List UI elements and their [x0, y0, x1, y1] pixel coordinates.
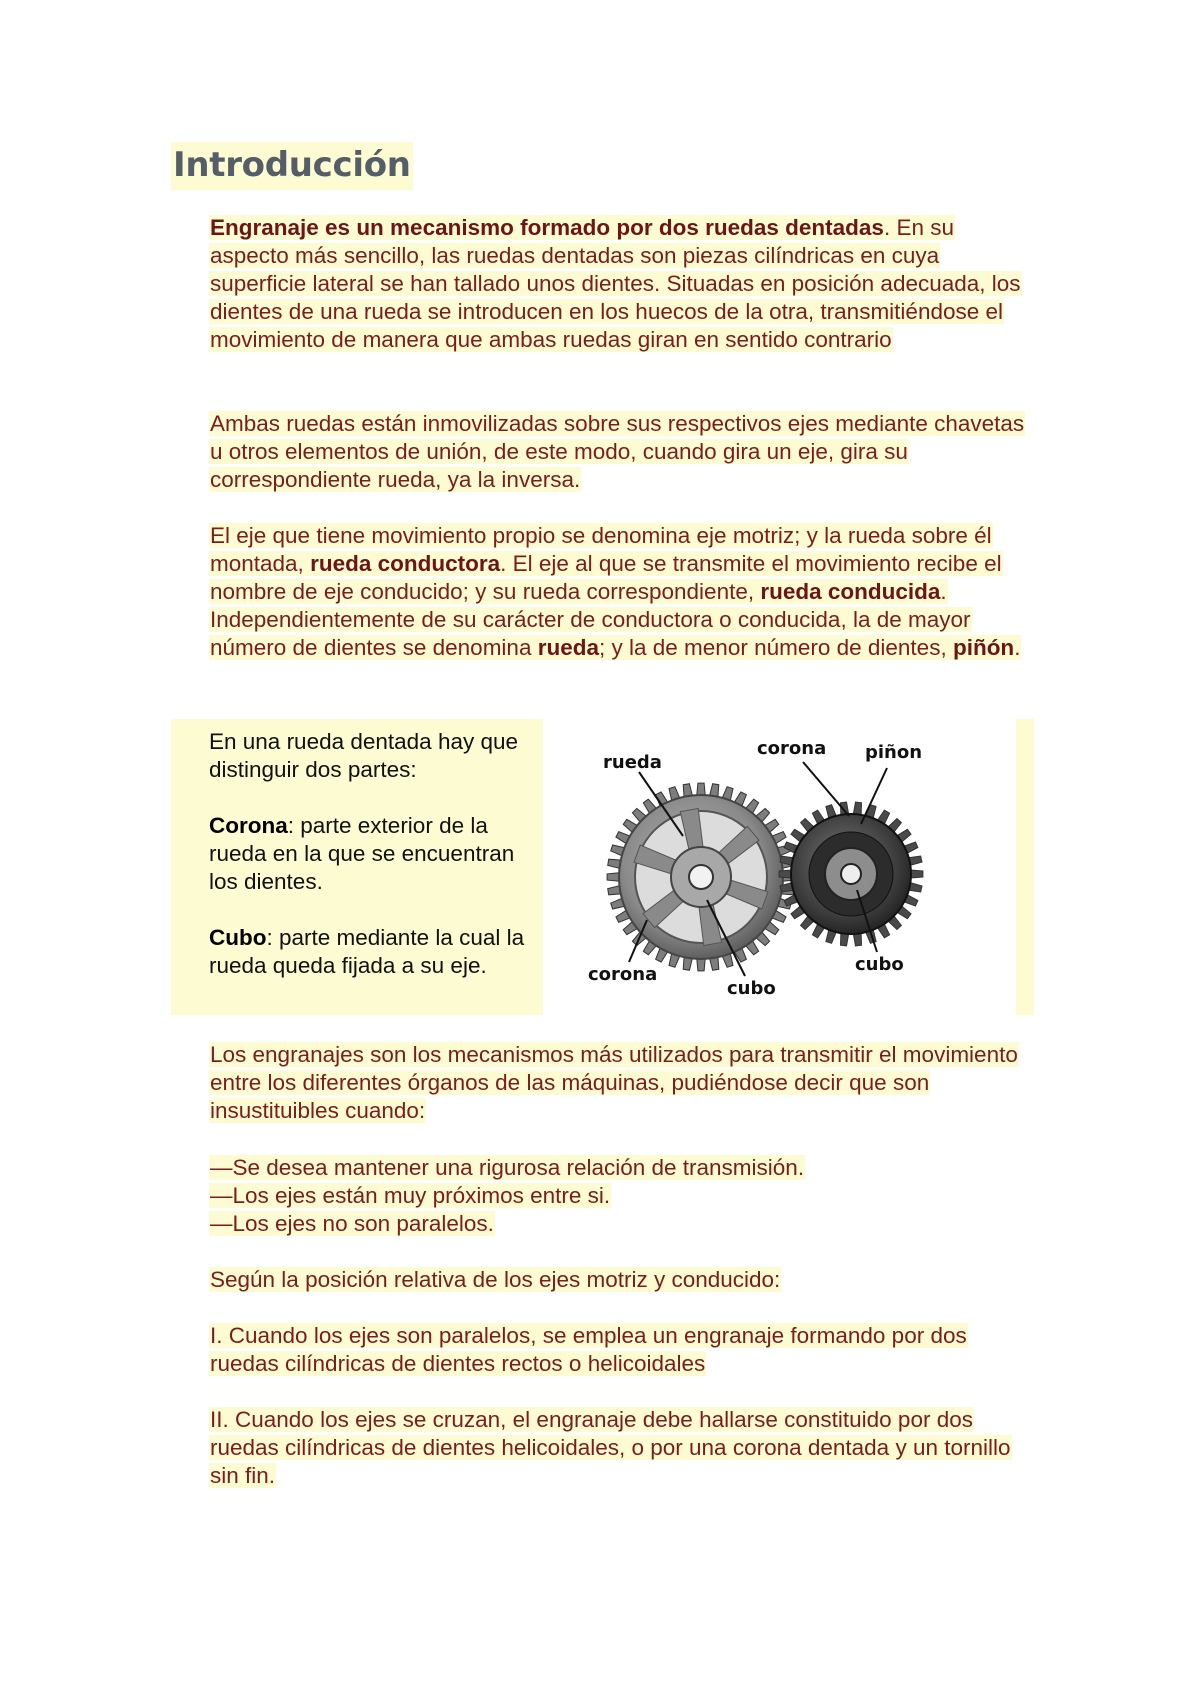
label-rueda: rueda: [603, 752, 662, 773]
cubo-text: : parte mediante la cual la rueda queda fijada a su eje.: [209, 925, 525, 978]
figure-right-highlight: [1016, 719, 1034, 1015]
cubo-term: Cubo: [209, 925, 267, 950]
term-rueda-conducida: rueda conducida: [760, 579, 941, 604]
page-title: Introducción: [171, 142, 413, 190]
paragraph-definition: [209, 214, 1037, 354]
paragraph-usage: [209, 1041, 1037, 1125]
driver-text-4: ; y la de menor número de dientes,: [599, 635, 953, 660]
gear-figure-section: [171, 719, 1033, 1015]
driver-text-1: El eje que tiene movimiento propio se denomina eje motriz; y la rueda sobre él montada,: [210, 523, 992, 576]
driver-text-3: . Independientemente de su carácter de conductora o conducida, la de mayor número de dientes se denomina: [210, 579, 971, 660]
pinion-gear: [779, 802, 923, 946]
corona-text: : parte exterior de la rueda en la que se encuentran los dientes.: [209, 813, 515, 894]
conditions-list: [209, 1154, 1037, 1238]
corona-term: Corona: [209, 813, 288, 838]
figure-intro: En una rueda dentada hay que distinguir dos partes:: [209, 729, 519, 782]
case-2-text: II. Cuando los ejes se cruzan, el engranaje debe hallarse constituido por dos ruedas cilíndricas de dientes helicoidales, o por una corona dentada y un tornillo sin fin.: [210, 1407, 1011, 1488]
term-rueda-conductora: rueda conductora: [310, 551, 501, 576]
label-cubo-bottom: cubo: [727, 978, 776, 999]
term-pinon: piñón: [952, 635, 1015, 660]
position-text: Según la posición relativa de los ejes motriz y conducido:: [210, 1267, 781, 1292]
case-1-text: I. Cuando los ejes son paralelos, se emplea un engranaje formando por dos ruedas cilíndricas de dientes rectos o helicoidales: [210, 1323, 967, 1376]
paragraph-case-1: [209, 1322, 1037, 1378]
figure-description: [209, 728, 539, 980]
definition-text: . En su aspecto más sencillo, las ruedas dentadas son piezas cilíndricas en cuya superficie lateral se han tallado unos dientes. Situadas en posición adecuada, los dientes de una rueda se introducen en los huecos de la otra, transmitiéndose el movimiento de manera que ambas ruedas giran en sentido contrario: [210, 215, 1021, 352]
axes-text: Ambas ruedas están inmovilizadas sobre sus respectivos ejes mediante chavetas u otros elementos de unión, de este modo, cuando gira un eje, gira su correspondiente rueda, ya la inversa.: [210, 411, 1025, 492]
paragraph-axes: [209, 410, 1037, 494]
condition-item: —Los ejes no son paralelos.: [210, 1211, 494, 1236]
definition-lead: Engranaje es un mecanismo formado por dos ruedas dentadas: [210, 215, 884, 240]
label-corona-bottom: corona: [588, 964, 658, 985]
gear-illustration: [561, 724, 981, 1014]
paragraph-driver: [209, 522, 1037, 662]
large-gear: [607, 783, 795, 971]
cubo-definition: [209, 924, 539, 980]
label-cubo-right: cubo: [855, 954, 904, 975]
driver-text-2: . El eje al que se transmite el movimiento recibe el nombre de eje conducido; y su rueda correspondiente,: [210, 551, 1002, 604]
condition-item: —Los ejes están muy próximos entre si.: [210, 1183, 611, 1208]
corona-definition: [209, 812, 539, 896]
label-corona-top: corona: [757, 738, 827, 759]
paragraph-case-2: [209, 1406, 1037, 1490]
label-pinon: piñon: [865, 742, 923, 763]
paragraph-position: [209, 1266, 1037, 1294]
usage-text: Los engranajes son los mecanismos más utilizados para transmitir el movimiento entre los diferentes órganos de las máquinas, pudiéndose decir que son insustituibles cuando:: [210, 1042, 1018, 1123]
driver-text-5: .: [1014, 635, 1021, 660]
condition-item: —Se desea mantener una rigurosa relación de transmisión.: [210, 1155, 805, 1180]
term-rueda: rueda: [537, 635, 599, 660]
